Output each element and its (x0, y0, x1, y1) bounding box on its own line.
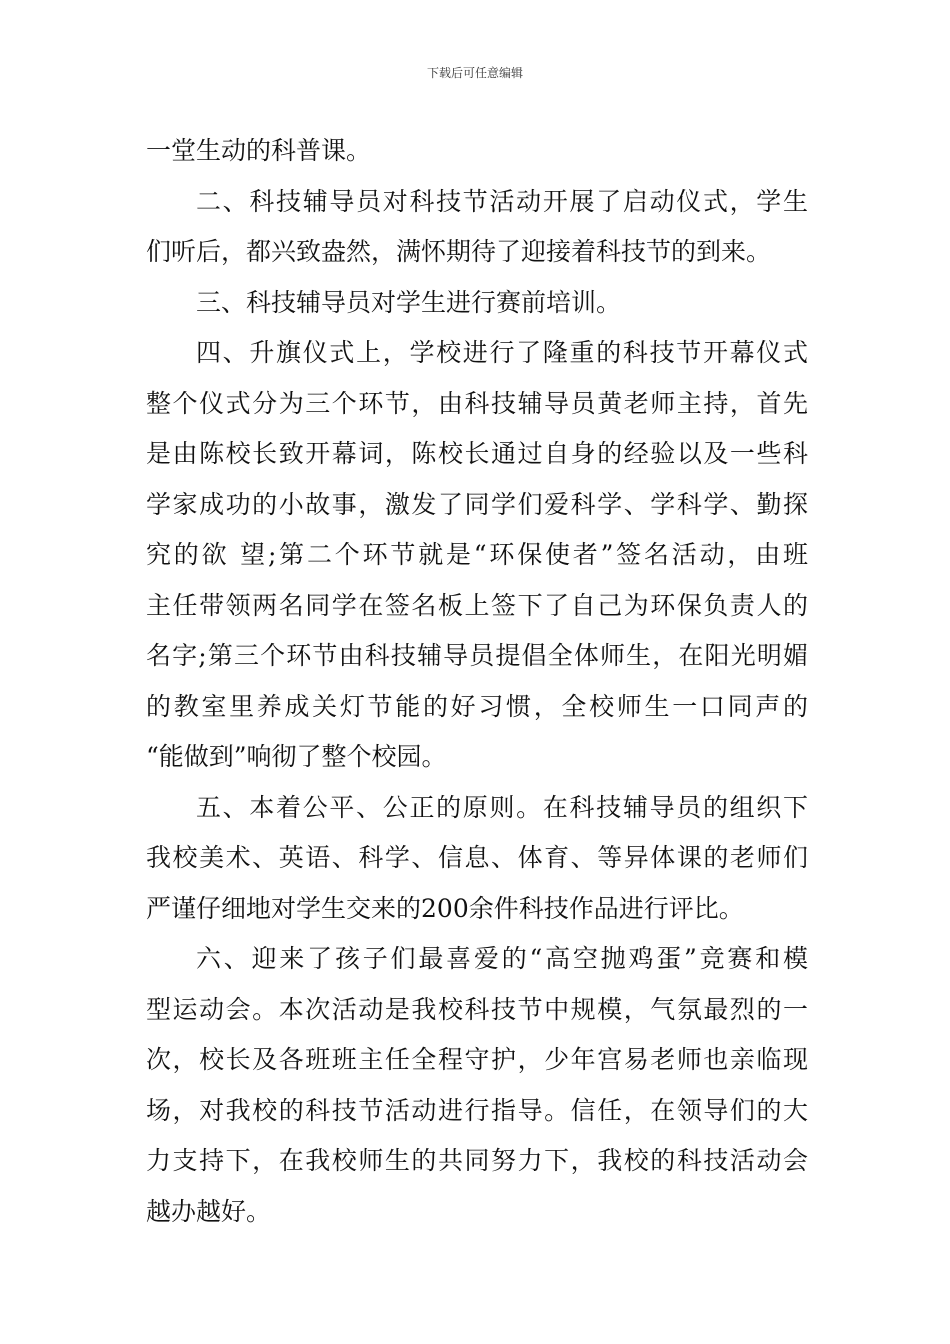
paragraph-start-line: 四、升旗仪式上，学校进行了隆重的科技节开幕仪式 (196, 338, 808, 367)
text-line: 主任带领两名同学在签名板上签下了自己为环保负责人的 (146, 590, 808, 620)
text-line: 名字;第三个环节由科技辅导员提倡全体师生，在阳光明媚 (146, 641, 808, 670)
document-body (146, 126, 808, 1237)
page-header: 下载后可任意编辑 (426, 66, 523, 80)
text-line: 是由陈校长致开幕词，陈校长通过自身的经验以及一些科 (146, 439, 808, 468)
text-line: 力支持下，在我校师生的共同努力下，我校的科技活动会 (146, 1146, 808, 1175)
paragraph-start-line: 三、科技辅导员对学生进行赛前培训。 (196, 287, 622, 317)
text-line: 整个仪式分为三个环节，由科技辅导员黄老师主持，首先 (146, 388, 808, 418)
text-line: 学家成功的小故事，激发了同学们爱科学、学科学、勤探 (146, 489, 808, 519)
text-line: 次，校长及各班班主任全程守护，少年宫易老师也亲临现 (146, 1045, 808, 1074)
text-line: 一堂生动的科普课。 (146, 136, 372, 165)
text-line: 的教室里养成关灯节能的好习惯，全校师生一口同声的 (146, 691, 808, 721)
text-line: 我校美术、英语、科学、信息、体育、等异体课的老师们 (146, 843, 808, 872)
text-line: 越办越好。 (146, 1196, 272, 1226)
text-line: 究的欲 望;第二个环节就是“环保使者”签名活动，由班 (146, 540, 808, 569)
paragraph-start-line: 六、迎来了孩子们最喜爱的“高空抛鸡蛋”竞赛和模 (196, 944, 808, 973)
text-line: 型运动会。本次活动是我校科技节中规模，气氛最烈的一 (146, 994, 808, 1024)
text-line: 严谨仔细地对学生交来的200余件科技作品进行评比。 (146, 893, 744, 923)
text-line: 们听后，都兴致盎然，满怀期待了迎接着科技节的到来。 (146, 237, 772, 266)
paragraph-start-line: 五、本着公平、公正的原则。在科技辅导员的组织下 (196, 792, 808, 822)
text-line: 场，对我校的科技节活动进行指导。信任，在领导们的大 (146, 1095, 808, 1125)
paragraph-start-line: 二、科技辅导员对科技节活动开展了启动仪式，学生 (196, 186, 808, 216)
text-line: “能做到”响彻了整个校园。 (146, 742, 447, 771)
